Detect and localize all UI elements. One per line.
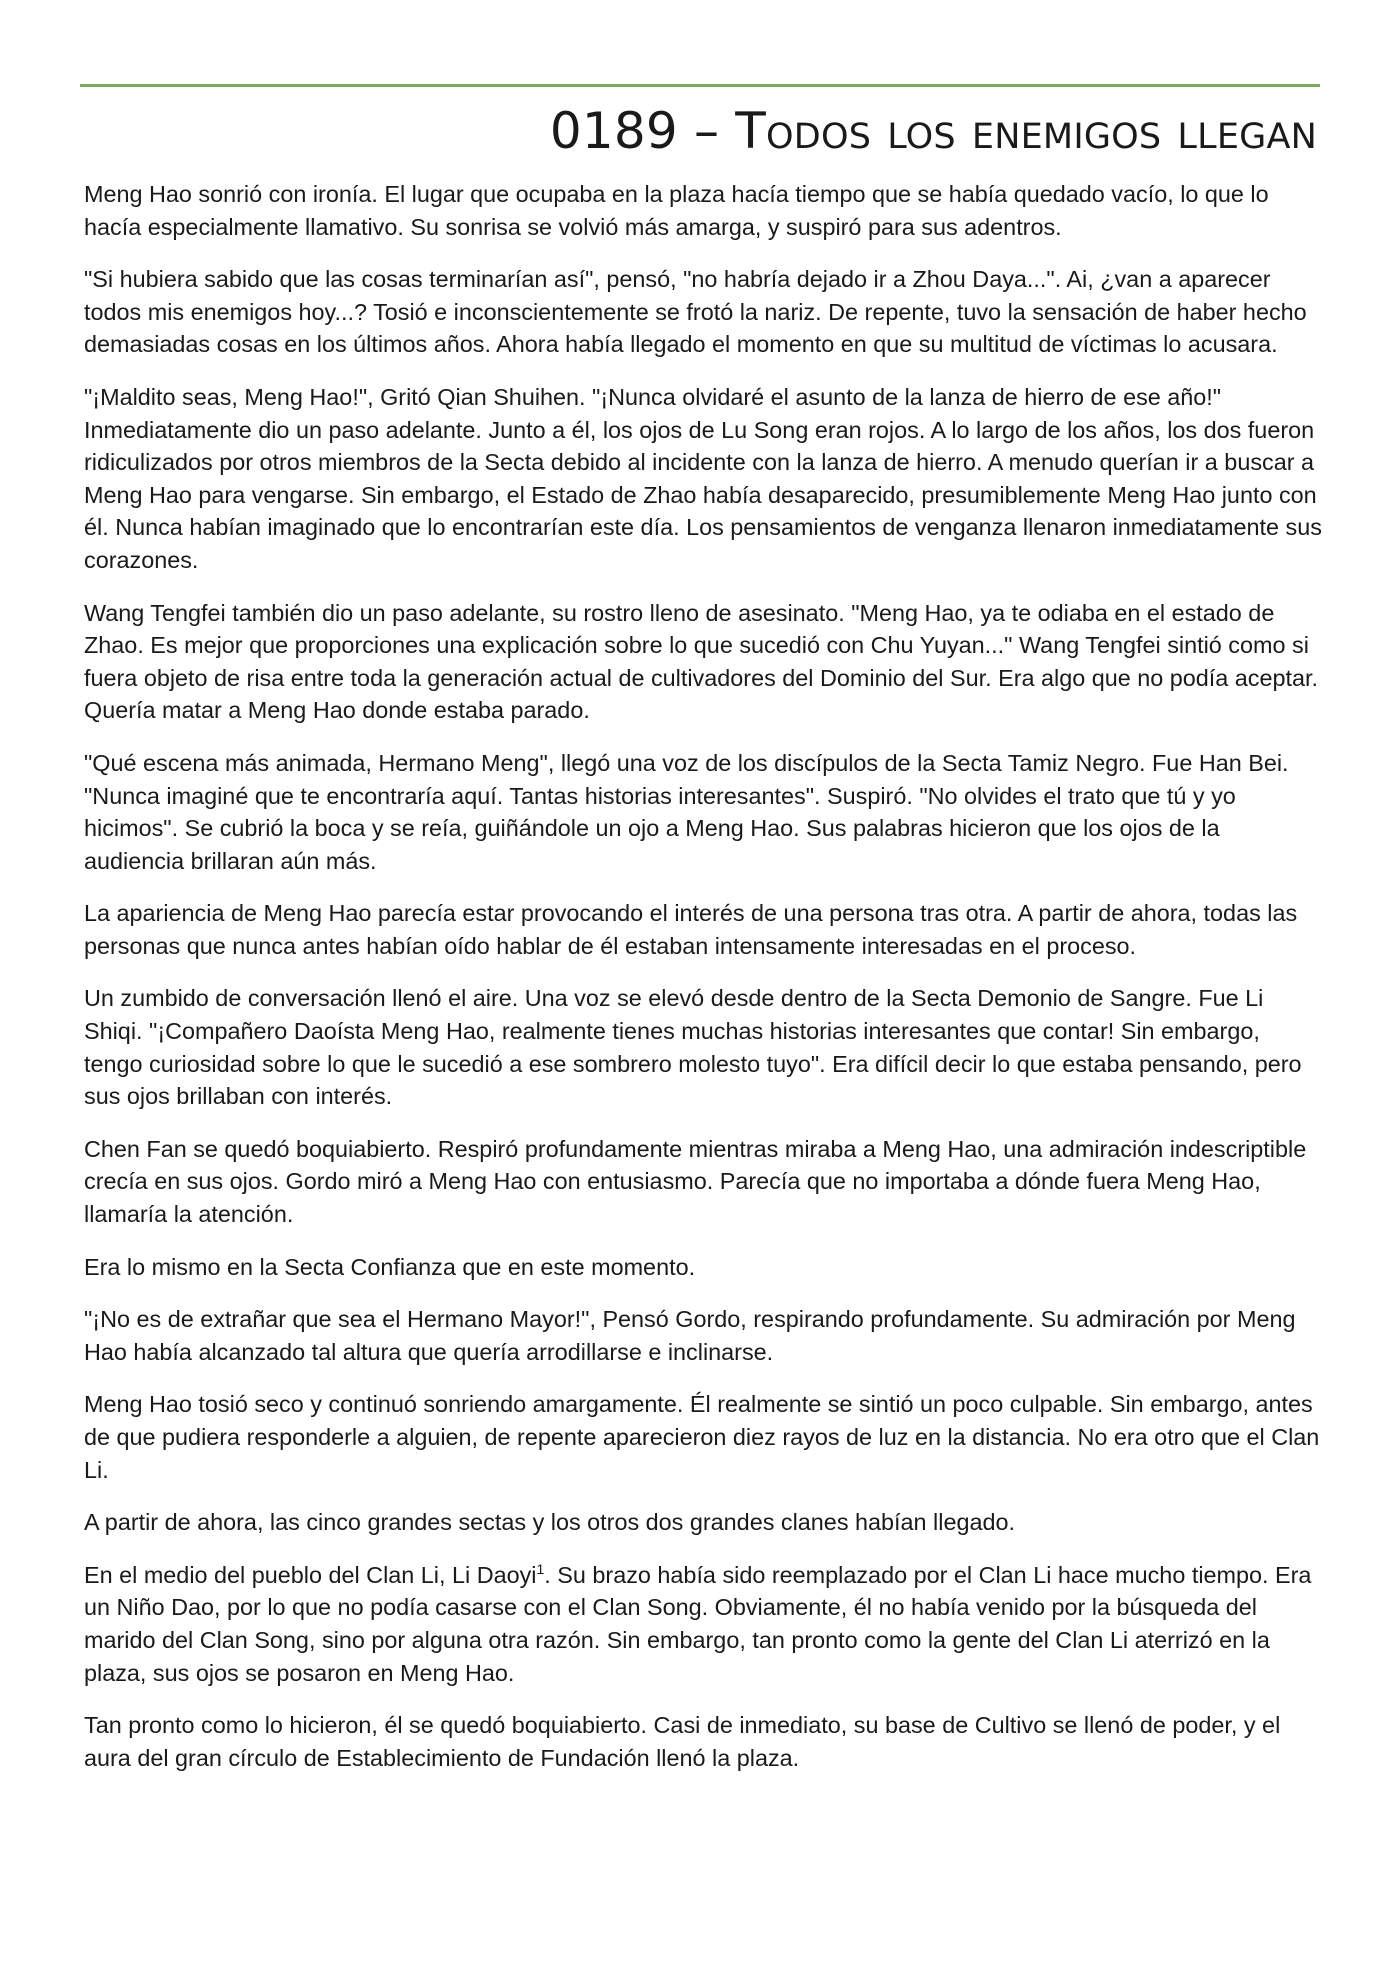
paragraph-9: Era lo mismo en la Secta Confianza que en este momento. (84, 1253, 696, 1280)
paragraph-10: "¡No es de extrañar que sea el Hermano Mayor!", Pensó Gordo, respirando profundamente. Su admiración por Meng Hao había alcanzado tal altura que quería arrodillarse e inclinarse. (84, 1306, 1296, 1365)
paragraph-12: A partir de ahora, las cinco grandes sectas y los otros dos grandes clanes habían llegado. (84, 1509, 1015, 1536)
chapter-body (84, 178, 1324, 1794)
paragraph-7: Un zumbido de conversación llenó el aire. Una voz se elevó desde dentro de la Secta Demonio de Sangre. Fue Li Shiqi. "¡Compañero Daoísta Meng Hao, realmente tienes muchas historias interesantes que contar! Sin embargo, tengo curiosidad sobre lo que le sucedió a ese sombrero molesto tuyo". Era difícil decir lo que estaba pensando, pero sus ojos brillaban con interés. (84, 985, 1302, 1110)
header-rule (80, 84, 1320, 87)
paragraph-11: Meng Hao tosió seco y continuó sonriendo amargamente. Él realmente se sintió un poco culpable. Sin embargo, antes de que pudiera responderle a alguien, de repente aparecieron diez rayos de luz en la distancia. No era otro que el Clan Li. (84, 1391, 1320, 1483)
paragraph-6: La apariencia de Meng Hao parecía estar provocando el interés de una persona tras otra. A partir de ahora, todas las personas que nunca antes habían oído hablar de él estaban intensamente interesadas en el proceso. (84, 900, 1298, 959)
paragraph-14: Tan pronto como lo hicieron, él se quedó boquiabierto. Casi de inmediato, su base de Cultivo se llenó de poder, y el aura del gran círculo de Establecimiento de Fundación llenó la plaza. (84, 1712, 1281, 1771)
paragraph-1: Meng Hao sonrió con ironía. El lugar que ocupaba en la plaza hacía tiempo que se había quedado vacío, lo que lo hacía especialmente llamativo. Su sonrisa se volvió más amarga, y suspiró para sus adentros. (84, 181, 1269, 240)
chapter-title: 0189 – Todos los enemigos llegan (549, 102, 1317, 160)
footnote-marker: 1 (536, 1560, 545, 1577)
paragraph-8: Chen Fan se quedó boquiabierto. Respiró profundamente mientras miraba a Meng Hao, una admiración indescriptible crecía en sus ojos. Gordo miró a Meng Hao con entusiasmo. Parecía que no importaba a dónde fuera Meng Hao, llamaría la atención. (84, 1135, 1307, 1228)
paragraph-13-text-end: . Su brazo había sido reemplazado por el Clan Li hace mucho tiempo. Era un Niño Dao, por lo que no podía casarse con el Clan Song. Obviamente, él no había venido por la búsqueda del marido del Clan Song, sino por alguna otra razón. Sin embargo, tan pronto como la gente del Clan Li aterrizó en la plaza, sus ojos se posaron en Meng Hao. (84, 1561, 1312, 1686)
paragraph-4: Wang Tengfei también dio un paso adelante, su rostro lleno de asesinato. "Meng Hao, ya te odiaba en el estado de Zhao. Es mejor que proporciones una explicación sobre lo que sucedió con Chu Yuyan..." Wang Tengfei sintió como si fuera objeto de risa entre toda la generación actual de cultivadores del Dominio del Sur. Era algo que no podía aceptar. Quería matar a Meng Hao donde estaba parado. (84, 599, 1319, 724)
paragraph-13-text-start: En el medio del pueblo del Clan Li, Li Daoyi (84, 1561, 537, 1588)
paragraph-2: "Si hubiera sabido que las cosas terminarían así", pensó, "no habría dejado ir a Zhou Daya...". Ai, ¿van a aparecer todos mis enemigos hoy...? Tosió e inconscientemente se frotó la nariz. De repente, tuvo la sensación de haber hecho demasiadas cosas en los últimos años. Ahora había llegado el momento en que su multitud de víctimas lo acusara. (84, 266, 1307, 358)
paragraph-3: "¡Maldito seas, Meng Hao!", Gritó Qian Shuihen. "¡Nunca olvidaré el asunto de la lanza de hierro de ese año!" Inmediatamente dio un paso adelante. Junto a él, los ojos de Lu Song eran rojos. A lo largo de los años, los dos fueron ridiculizados por otros miembros de la Secta debido al incidente con la lanza de hierro. A menudo querían ir a buscar a Meng Hao para vengarse. Sin embargo, el Estado de Zhao había desaparecido, presumiblemente Meng Hao junto con él. Nunca habían imaginado que lo encontrarían este día. Los pensamientos de venganza llenaron inmediatamente sus corazones. (84, 383, 1322, 573)
paragraph-5: "Qué escena más animada, Hermano Meng", llegó una voz de los discípulos de la Secta Tamiz Negro. Fue Han Bei. "Nunca imaginé que te encontraría aquí. Tantas historias interesantes". Suspiró. "No olvides el trato que tú y yo hicimos". Se cubrió la boca y se reía, guiñándole un ojo a Meng Hao. Sus palabras hicieron que los ojos de la audiencia brillaran aún más. (84, 749, 1289, 874)
paragraph-13 (84, 1559, 1324, 1689)
